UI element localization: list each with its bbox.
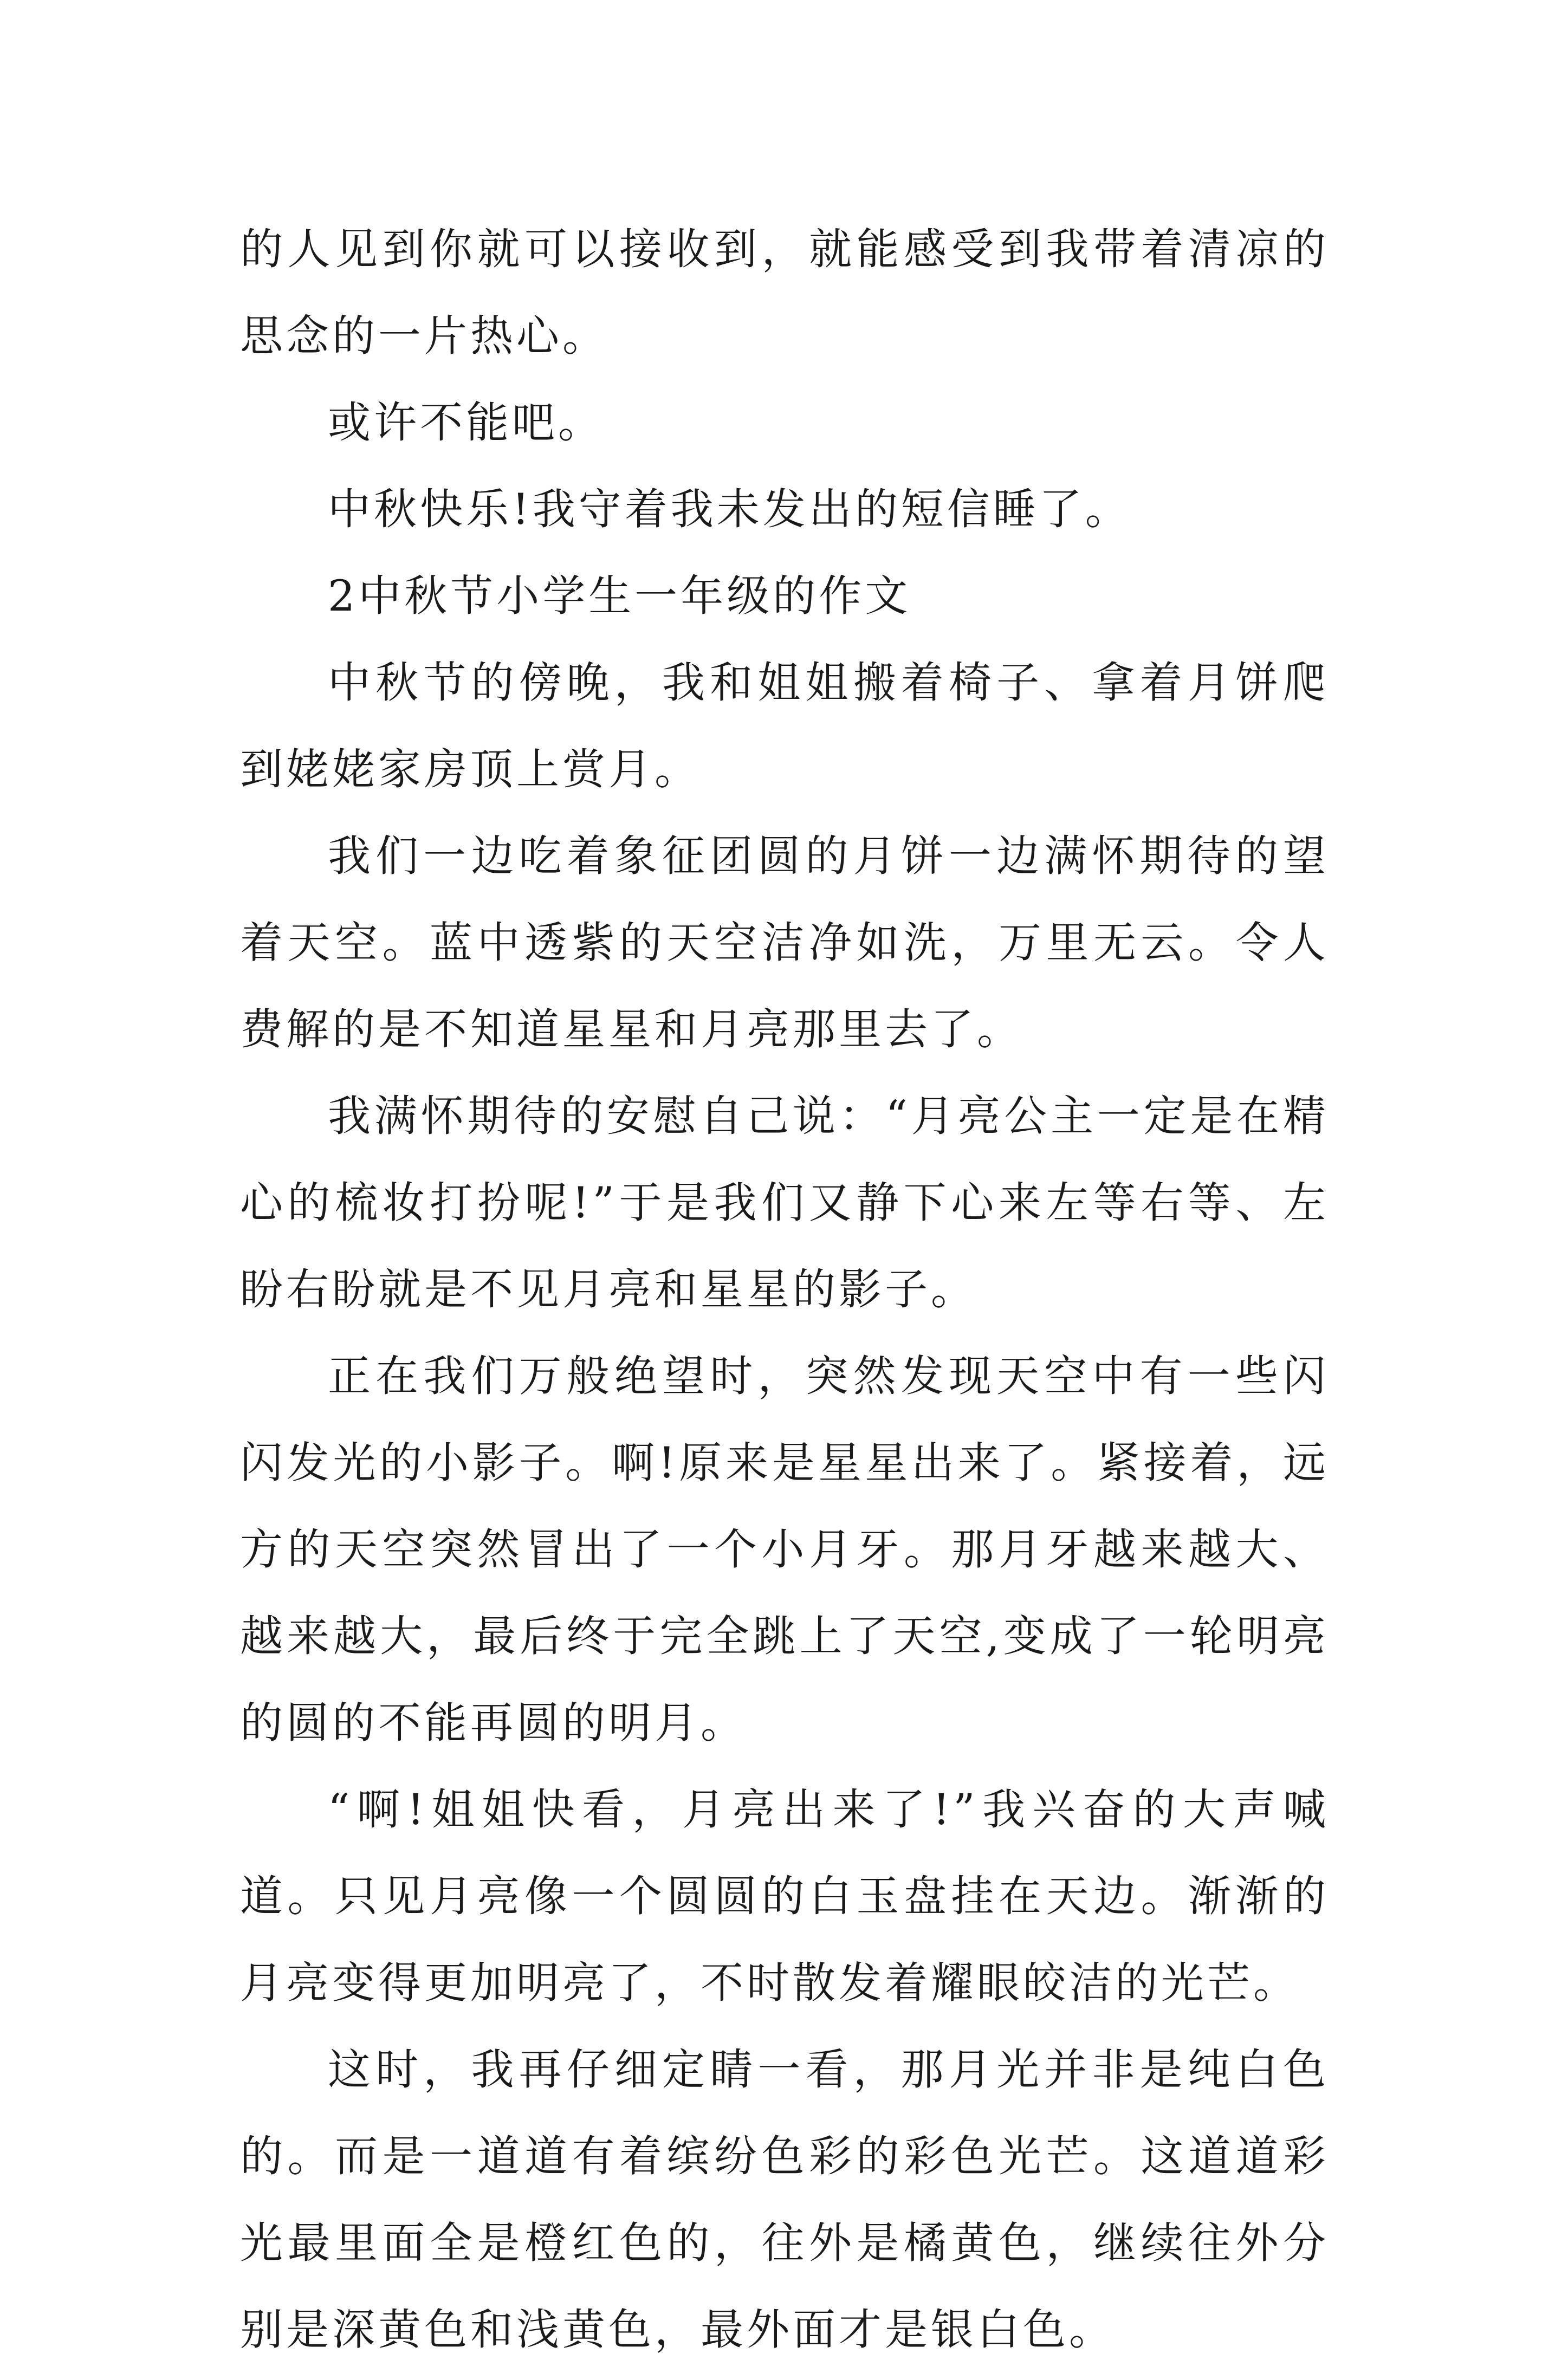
essay-body [240,206,1329,2373]
paragraph: 中秋节的傍晚，我和姐姐搬着椅子、拿着月饼爬到姥姥家房顶上赏月。 [240,658,1329,794]
paragraph: 的人见到你就可以接收到，就能感受到我带着清凉的思念的一片热心。 [240,224,1329,361]
section-heading: 2中秋节小学生一年级的作文 [328,571,911,621]
paragraph: 我们一边吃着象征团圆的月饼一边满怀期待的望着天空。蓝中透紫的天空洁净如洗，万里无云。令人费解的是不知道星星和月亮那里去了。 [240,831,1329,1054]
paragraph: 正在我们万般绝望时，突然发现天空中有一些闪闪发光的小影子。啊!原来是星星出来了。紧接着，远方的天空突然冒出了一个小月牙。那月牙越来越大、越来越大，最后终于完全跳上了天空,变成了一轮明亮的圆的不能再圆的明月。 [240,1351,1329,1748]
paragraph: 中秋快乐!我守着我未发出的短信睡了。 [328,484,1131,534]
paragraph: 这时，我再仔细定睛一看，那月光并非是纯白色的。而是一道道有着缤纷色彩的彩色光芒。这道道彩光最里面全是橙红色的，往外是橘黄色，继续往外分别是深黄色和浅黄色，最外面才是银白色。 [240,2045,1329,2355]
paragraph: “啊!姐姐快看，月亮出来了!”我兴奋的大声喊道。只见月亮像一个圆圆的白玉盘挂在天边。渐渐的月亮变得更加明亮了，不时散发着耀眼皎洁的光芒。 [240,1785,1329,2008]
paragraph: 或许不能吧。 [328,398,604,448]
paragraph: 我满怀期待的安慰自己说：“月亮公主一定是在精心的梳妆打扮呢!”于是我们又静下心来左等右等、左盼右盼就是不见月亮和星星的影子。 [240,1091,1329,1314]
